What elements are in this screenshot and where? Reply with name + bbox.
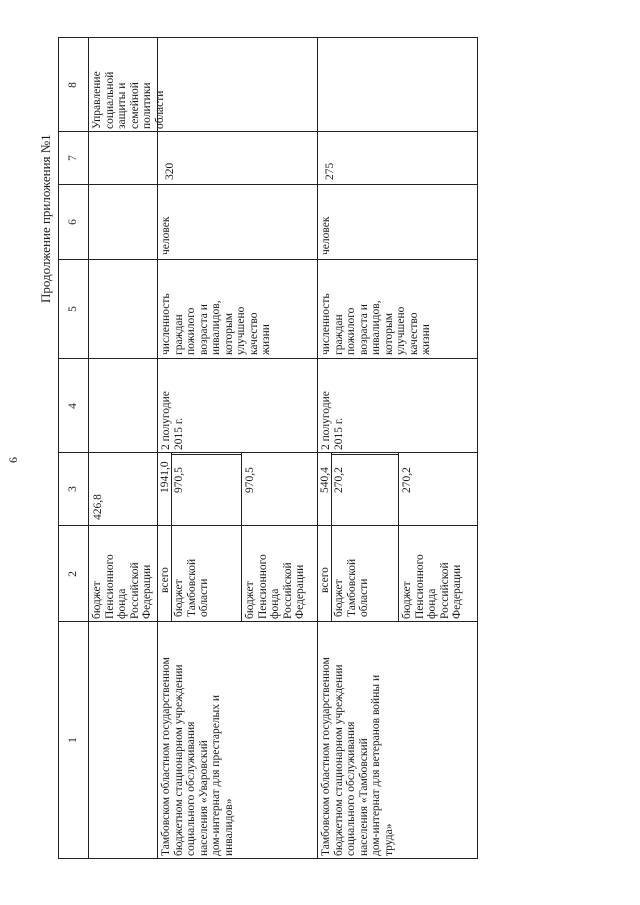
col-header-8: 8 — [67, 82, 79, 88]
table-left-border — [58, 858, 478, 859]
table-top-border — [58, 38, 59, 859]
col3-right-border — [58, 452, 478, 453]
row1-institution: Тамбовском областном государственном бюджетном стационарном учреждении социального обслуживания населения «Уваровский дом-интернат для престарелых и инвалидов» — [160, 657, 235, 856]
col-header-3: 3 — [67, 486, 79, 492]
col-header-6: 6 — [67, 219, 79, 225]
col-header-2: 2 — [67, 571, 79, 577]
row1-target-value: 320 — [164, 162, 176, 180]
page-number: 6 — [6, 457, 20, 463]
row2-unit: человек — [320, 216, 332, 255]
row2-institution: Тамбовском областном государственном бюджетном стационарном учреждении социального обслуживания населения «Тамбовский дом-интернат для ветеранов войны и труда» — [320, 657, 395, 856]
row2-total-value: 540,4 — [319, 467, 331, 493]
row0-bottom-border — [157, 38, 158, 859]
row2-region-value: 270,2 — [333, 467, 345, 493]
row2-pension-label: бюджет Пенсионного фонда Российской Федерации — [401, 554, 463, 619]
col4-right-border — [58, 358, 478, 359]
col1-right-border — [58, 621, 478, 622]
continuation-title: Продолжение приложения №1 — [38, 134, 53, 303]
row1-region-value: 970,5 — [173, 467, 185, 493]
col-header-5: 5 — [67, 306, 79, 312]
row2-sub-divider-2 — [398, 453, 399, 622]
col7-right-border — [58, 131, 478, 132]
row2-indicator: численность граждан пожилого возраста и инвалидов, которым улучшено качество жизни — [320, 293, 432, 355]
row1-region-label: бюджет Тамбовской области — [173, 558, 210, 617]
col2-right-border — [58, 525, 478, 526]
row1-indicator: численность граждан пожилого возраста и инвалидов, которым улучшено качество жизни — [160, 293, 272, 355]
row1-sub-divider-2 — [241, 453, 242, 622]
row2-target-value: 275 — [324, 162, 336, 180]
row1-period: 2 полугодие 2015 г. — [160, 391, 185, 450]
col-header-1: 1 — [67, 737, 79, 743]
table-bottom-border — [477, 38, 478, 859]
row2-sub-inner-line — [331, 454, 398, 455]
col5-right-border — [58, 259, 478, 260]
col6-right-border — [58, 184, 478, 185]
row0-responsible: Управление социальной защиты и семейной политики области — [91, 71, 166, 129]
col-header-7: 7 — [67, 155, 79, 161]
row2-period: 2 полугодие 2015 г. — [320, 391, 345, 450]
row1-pension-value: 970,5 — [244, 467, 256, 493]
row1-pension-label: бюджет Пенсионного фонда Российской Федерации — [244, 554, 306, 619]
row0-amount: 426,8 — [92, 494, 104, 520]
row1-total-value: 1941,0 — [159, 461, 171, 493]
row1-unit: человек — [160, 216, 172, 255]
col-header-4: 4 — [67, 403, 79, 409]
row0-source-label: бюджет Пенсионного фонда Российской Федерации — [91, 554, 153, 619]
row1-sub-inner-line — [171, 454, 241, 455]
row1-total-label: всего — [159, 567, 171, 593]
row2-region-label: бюджет Тамбовской области — [333, 558, 370, 617]
row2-total-label: всего — [319, 567, 331, 593]
row1-bottom-border — [317, 38, 318, 859]
row2-pension-value: 270,2 — [401, 467, 413, 493]
table-right-border — [58, 37, 478, 38]
header-row-border — [88, 38, 89, 859]
